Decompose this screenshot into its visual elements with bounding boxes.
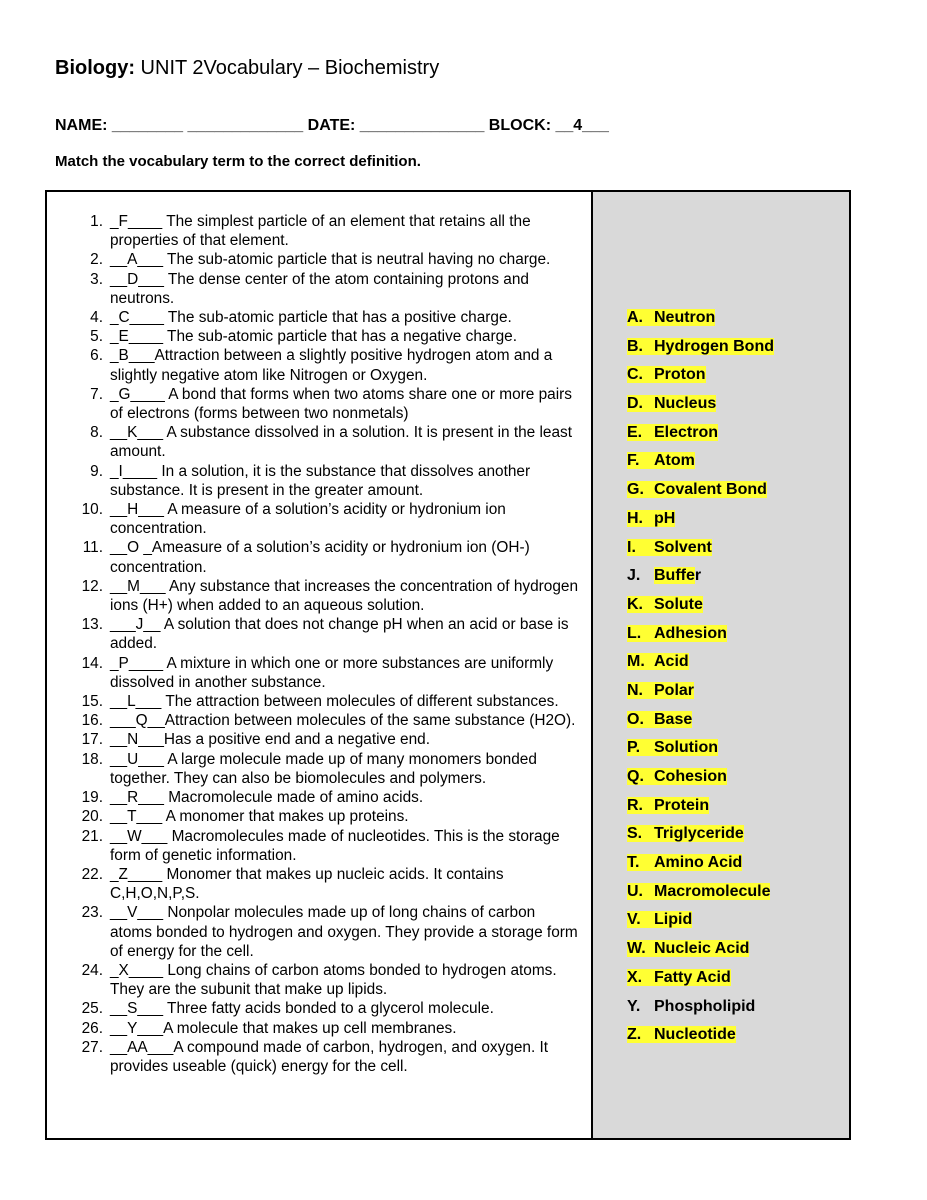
term-item [627,738,774,767]
definition-text: __K___ A substance dissolved in a solution. It is present in the least amount. [110,424,573,461]
definition-item [81,654,581,692]
term-item [627,939,774,968]
term-text: Amino Acid [654,854,743,872]
term-text: pH [654,509,676,527]
term-letter: J. [627,567,641,585]
definition-text: ___Q__Attraction between molecules of the same substance (H2O). [110,712,576,730]
definition-text: _G____ A bond that forms when two atoms share one or more pairs of electrons (forms between two nonmetals) [110,385,572,423]
definition-number: 3. [90,270,103,288]
term-letter: O. [627,710,644,728]
definition-text: __A___ The sub-atomic particle that is neutral having no charge. [110,251,551,269]
definition-number: 9. [90,462,103,480]
definition-text: __AA___A compound made of carbon, hydrogen, and oxygen. It provides useable (quick) energy for the cell. [110,1038,549,1075]
definition-text: __U___ A large molecule made up of many monomers bonded together. They can also be biomolecules and polymers. [110,750,537,787]
term-text: Base [654,710,693,728]
title-subject: Biology: [55,57,135,79]
definition-number: 1. [90,213,103,230]
definition-text: _P____ A mixture in which one or more substances are uniformly dissolved in another substance. [110,654,554,691]
definition-item [81,865,581,903]
definition-number: 23. [81,904,103,922]
term-letter: U. [627,882,643,900]
term-text: Solution [654,739,718,757]
definition-text: __L___ The attraction between molecules of different substances. [110,693,559,711]
term-letter: D. [627,395,643,413]
term-letter: I. [627,538,636,556]
term-text: Solvent [654,538,712,556]
term-letter: X. [627,968,643,986]
term-letter: L. [627,624,642,642]
definition-item [81,270,581,308]
definition-item [81,692,581,711]
definition-number: 18. [81,750,103,768]
term-item [627,480,774,509]
definition-item [81,538,581,576]
title-rest: UNIT 2Vocabulary – Biochemistry [135,57,440,79]
definition-item [81,327,581,346]
definition-item [81,711,581,730]
term-text: Triglyceride [654,825,744,843]
term-item [627,337,774,366]
term-text: Adhesion [654,624,727,642]
definition-item [81,615,581,653]
term-text: Protein [654,796,710,814]
definition-item [81,788,581,807]
term-letter: H. [627,509,643,527]
definition-number: 25. [81,1000,103,1018]
term-text: Solute [654,595,703,613]
term-item [627,997,774,1026]
term-letter: S. [627,825,643,843]
term-letter: P. [627,739,641,757]
definition-text: _E____ The sub-atomic particle that has a negative charge. [110,328,517,346]
term-text-tail: r [694,567,702,585]
term-item [627,1025,774,1054]
definition-number: 11. [82,539,103,557]
term-item [627,624,774,653]
term-text: Nucleotide [654,1026,736,1044]
definition-number: 7. [90,385,103,403]
definition-item [81,750,581,788]
term-item [627,423,774,452]
term-text: Cohesion [654,768,727,785]
term-text: Nucleic Acid [654,940,750,958]
term-letter: T. [627,854,640,872]
definition-number: 10. [81,501,103,519]
definition-item [81,903,581,961]
instructions: Match the vocabulary term to the correct definition. [55,153,421,170]
definition-number: 6. [90,347,103,365]
term-letter: V. [627,911,641,929]
terms-list [627,308,774,1054]
definition-number: 27. [81,1038,103,1056]
term-text: Electron [654,423,719,441]
term-item [627,394,774,423]
definition-number: 17. [81,731,103,749]
term-letter: C. [627,366,643,384]
definition-item [81,250,581,269]
definitions-list [81,212,581,1076]
definition-text: __V___ Nonpolar molecules made up of long chains of carbon atoms bonded to hydrogen and oxygen. They provide a storage form of energy for the cell. [110,904,578,960]
term-text: Macromolecule [654,882,771,900]
definition-item [81,308,581,327]
definition-item [81,807,581,826]
student-info-line: NAME: ________ _____________ DATE: ______________ BLOCK: __4___ [55,117,609,134]
term-item [627,767,774,796]
definition-item [81,999,581,1018]
definition-item [81,730,581,749]
definition-item [81,212,581,250]
definition-item [81,1038,581,1076]
definition-number: 24. [81,961,103,979]
term-text: Polar [654,681,695,699]
definition-number: 19. [81,789,103,807]
definition-item [81,423,581,461]
definition-number: 22. [81,865,103,883]
term-letter: F. [627,452,640,470]
term-text: Buffe [654,567,695,585]
definition-number: 12. [81,577,103,595]
term-item [627,538,774,567]
term-text: Hydrogen Bond [654,337,774,355]
definition-item [81,462,581,500]
definition-text: _F____ The simplest particle of an element that retains all the properties of that element. [110,213,531,250]
term-text: Neutron [654,309,716,326]
term-letter: N. [627,681,643,699]
definition-text: _I____ In a solution, it is the substance that dissolves another substance. It is present in the greater amount. [110,462,531,499]
definition-number: 2. [90,251,103,269]
definition-text: __O _Ameasure of a solution’s acidity or hydronium ion (OH-) concentration. [110,539,530,576]
term-letter: K. [627,595,643,613]
definition-item [81,500,581,538]
term-item [627,824,774,853]
term-letter: G. [627,481,644,499]
definition-text: _B___Attraction between a slightly positive hydrogen atom and a slightly negative atom like Nitrogen or Oxygen. [110,347,553,384]
term-item [627,595,774,624]
term-text: Phospholipid [654,997,756,1015]
term-item [627,796,774,825]
definition-text: _C____ The sub-atomic particle that has a positive charge. [110,309,512,327]
term-item [627,968,774,997]
term-item [627,308,774,337]
term-item [627,566,774,595]
definition-number: 14. [81,654,103,672]
definition-text: __R___ Macromolecule made of amino acids. [110,789,424,807]
definition-number: 4. [90,309,103,327]
term-text: Nucleus [654,395,717,413]
term-letter: W. [627,940,646,958]
term-letter: Q. [627,768,644,785]
term-letter: A. [627,309,643,326]
definition-number: 20. [81,808,103,826]
definition-number: 5. [90,328,103,346]
definition-text: ___J__ A solution that does not change pH when an acid or base is added. [110,616,569,653]
term-item [627,853,774,882]
definition-text: _X____ Long chains of carbon atoms bonded to hydrogen atoms. They are the subunit that make up lipids. [110,961,557,999]
definition-text: __W___ Macromolecules made of nucleotides. This is the storage form of genetic information. [110,827,560,864]
term-letter: M. [627,653,645,671]
definition-text: __N___Has a positive end and a negative end. [110,731,431,749]
definition-item [81,577,581,615]
definition-item [81,1019,581,1038]
definition-item [81,961,581,999]
term-text: Lipid [654,911,693,929]
term-item [627,451,774,480]
definition-number: 21. [81,827,103,845]
term-letter: Y. [627,997,641,1015]
definition-text: __H___ A measure of a solution’s acidity or hydronium ion concentration. [110,501,506,538]
term-letter: Z. [627,1026,642,1044]
term-letter: B. [627,337,643,355]
term-text: Fatty Acid [654,968,731,986]
definition-number: 8. [90,424,103,442]
definition-text: __T___ A monomer that makes up proteins. [110,808,409,826]
term-item [627,882,774,911]
term-item [627,710,774,739]
definition-item [81,385,581,423]
definition-text: __S___ Three fatty acids bonded to a glycerol molecule. [110,1000,494,1018]
definition-text: __Y___A molecule that makes up cell membranes. [110,1019,457,1037]
term-item [627,365,774,394]
definitions-column [47,192,593,1138]
definition-item [81,827,581,865]
definition-number: 16. [81,712,103,730]
term-letter: R. [627,796,643,814]
definition-number: 26. [81,1019,103,1037]
term-item [627,681,774,710]
term-item [627,652,774,681]
definition-number: 15. [81,693,103,711]
term-item [627,910,774,939]
terms-column [593,192,849,1138]
definition-text: __D___ The dense center of the atom containing protons and neutrons. [110,270,529,307]
term-text: Acid [654,653,689,671]
term-text: Proton [654,366,706,384]
term-text: Covalent Bond [654,481,767,499]
term-letter: E. [627,423,643,441]
page-title [55,55,439,81]
definition-text: _Z____ Monomer that makes up nucleic acids. It contains C,H,O,N,P,S. [110,865,504,903]
definition-number: 13. [81,616,103,634]
definition-text: __M___ Any substance that increases the concentration of hydrogen ions (H+) when added to an aqueous solution. [110,577,579,615]
term-item [627,509,774,538]
term-text: Atom [654,452,695,470]
definition-item [81,346,581,384]
worksheet-table [45,190,851,1140]
